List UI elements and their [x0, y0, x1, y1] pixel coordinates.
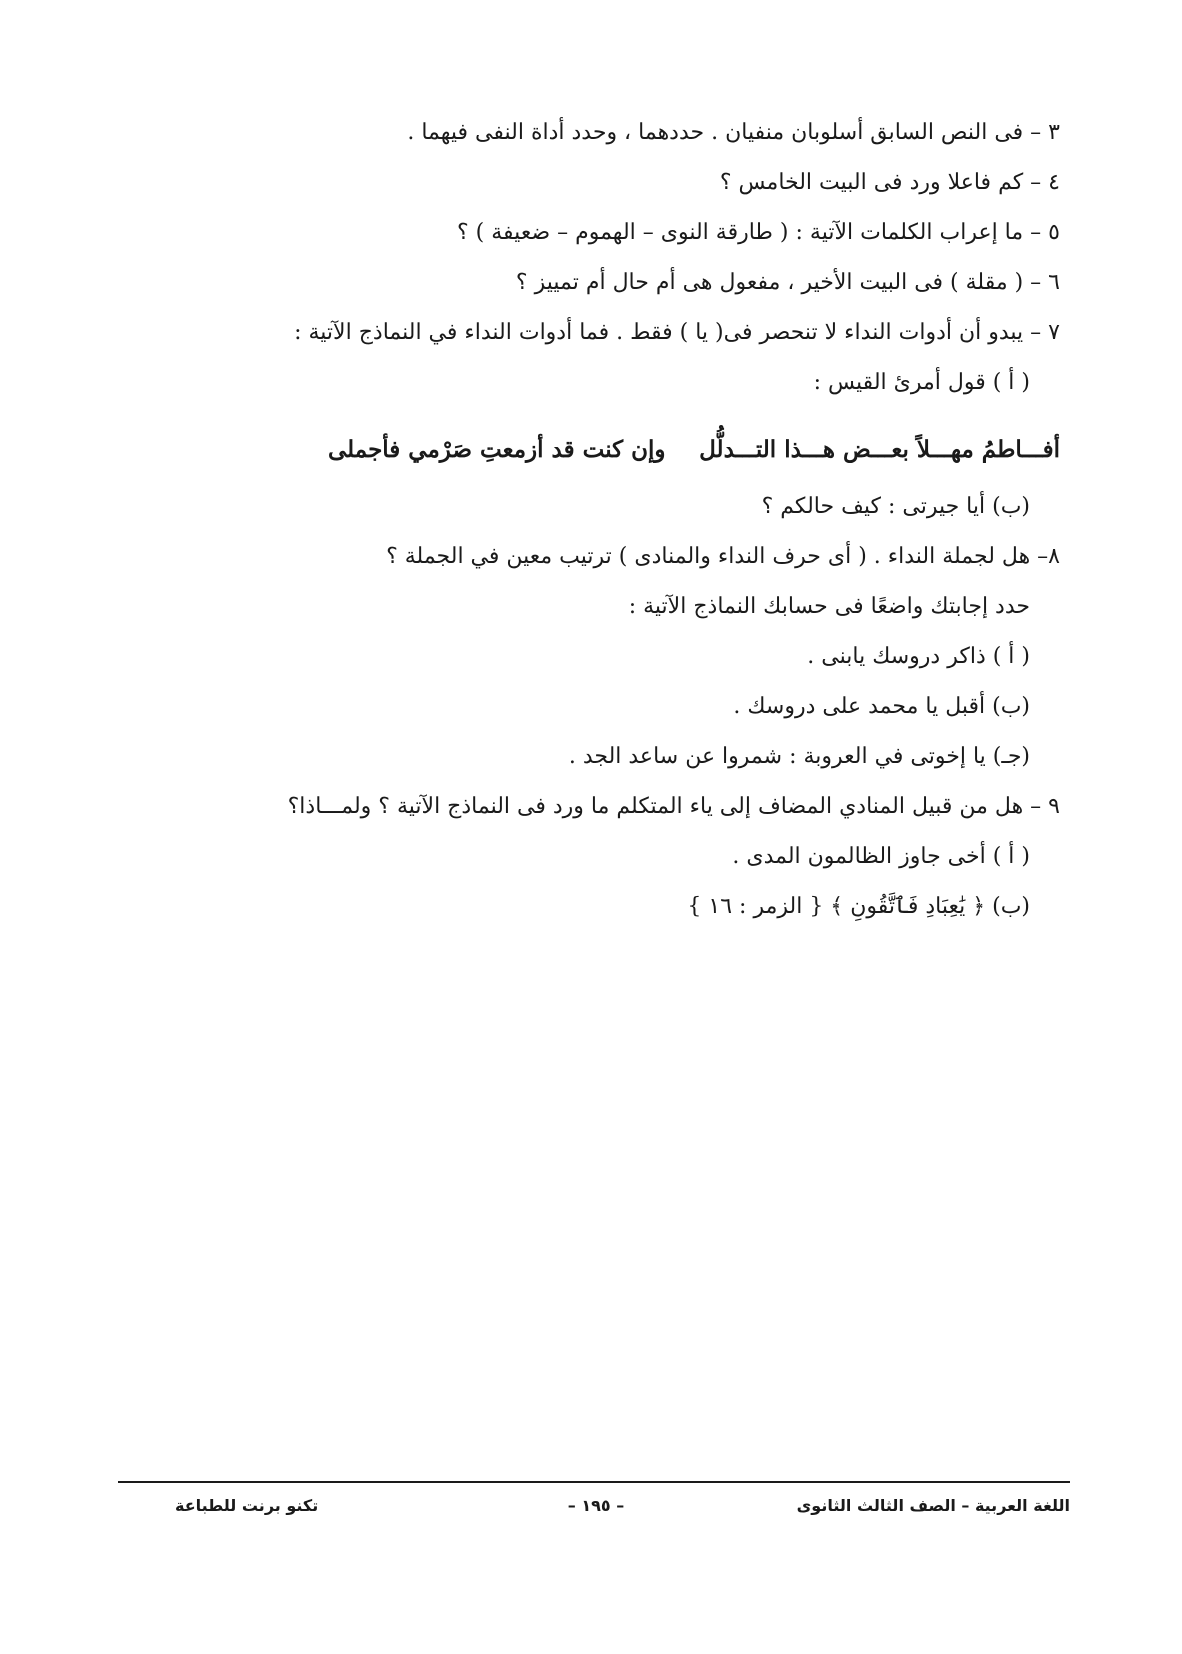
footer-printer: تكنو برنت للطباعة: [175, 1496, 319, 1515]
verse-second-hemistich: وإن كنت قد أزمعتِ صَرْمي فأجملى: [328, 436, 666, 463]
question-8-item-a: ( أ ) ذاكر دروسك يابنى .: [807, 644, 1030, 669]
footer-subject: اللغة العربية – الصف الثالث الثانوى: [796, 1496, 1070, 1515]
question-9-item-b: (ب) ﴿ يَٰعِبَادِ فَٱتَّقُونِ ﴾ { الزمر : ١٦ }: [687, 894, 1030, 919]
question-3: ٣ – فى النص السابق أسلوبان منفيان . حددهما ، وحدد أداة النفى فيهما .: [407, 120, 1060, 145]
question-9-item-a: ( أ ) أخى جاوز الظالمون المدى .: [732, 844, 1030, 869]
question-5: ٥ – ما إعراب الكلمات الآتية : ( طارقة النوى – الهموم – ضعيفة ) ؟: [457, 220, 1060, 245]
question-7-item-b: (ب) أيا جيرتى : كيف حالكم ؟: [761, 494, 1030, 519]
question-8-item-b: (ب) أقبل يا محمد على دروسك .: [733, 694, 1030, 719]
question-8-instruction: حدد إجابتك واضعًا فى حسابك النماذج الآتية :: [628, 594, 1030, 619]
question-6: ٦ – ( مقلة ) فى البيت الأخير ، مفعول هى أم حال أم تمييز ؟: [515, 270, 1060, 295]
question-7-item-a: ( أ ) قول أمرئ القيس :: [813, 370, 1030, 395]
footer-divider: [118, 1481, 1070, 1483]
exercise-content: [287, 118, 1060, 942]
question-4: ٤ – كم فاعلا ورد فى البيت الخامس ؟: [719, 170, 1060, 195]
question-8: ٨– هل لجملة النداء . ( أى حرف النداء والمنادى ) ترتيب معين في الجملة ؟: [386, 544, 1060, 569]
footer-page-number: – ١٩٥ –: [567, 1496, 625, 1515]
verse-first-hemistich: أفـــاطمُ مهـــلاً بعـــض هـــذا التـــدلُّل: [699, 436, 1060, 463]
question-7: ٧ – يبدو أن أدوات النداء لا تنحصر فى( يا ) فقط . فما أدوات النداء في النماذج الآتية :: [294, 320, 1060, 345]
poetry-verse: [320, 436, 1060, 472]
question-8-item-c: (جـ) يا إخوتى في العروبة : شمروا عن ساعد الجد .: [568, 744, 1030, 769]
question-9: ٩ – هل من قبيل المنادي المضاف إلى ياء المتكلم ما ورد فى النماذج الآتية ؟ ولمـــاذا؟: [287, 794, 1060, 819]
